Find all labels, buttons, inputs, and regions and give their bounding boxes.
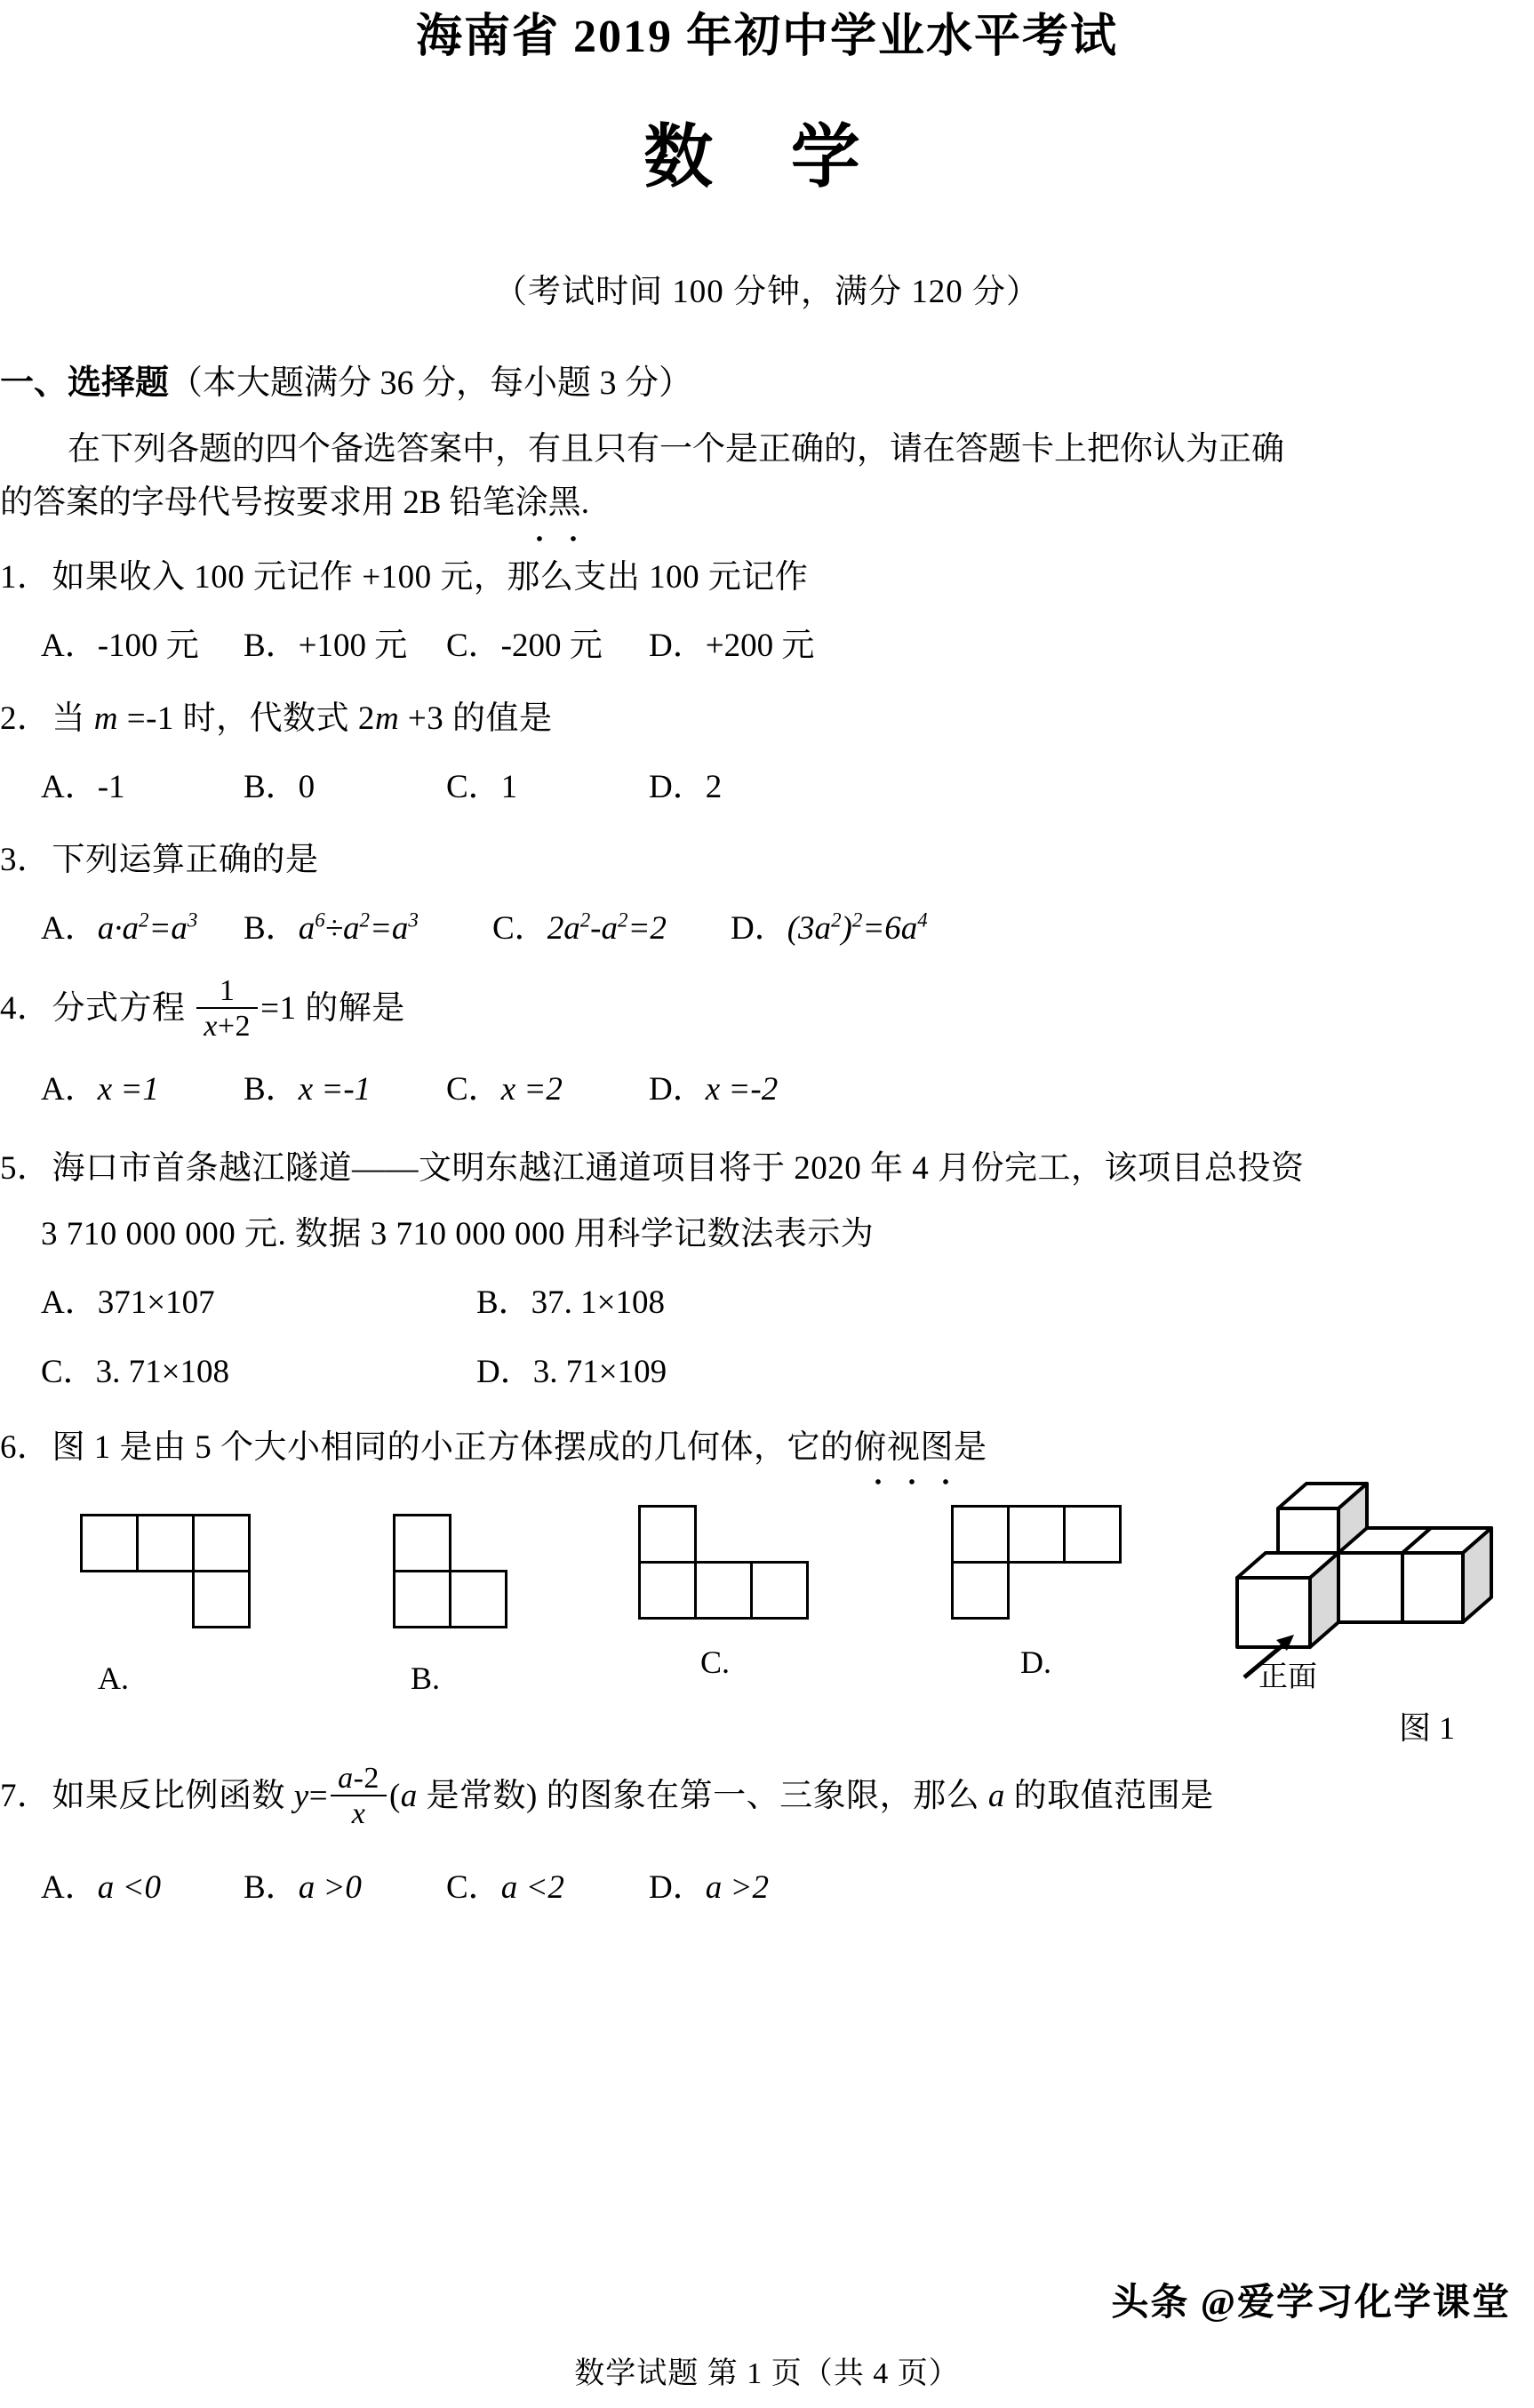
- question-5: [0, 1144, 1534, 1396]
- grid-cell: [192, 1570, 251, 1628]
- grid-cell: [80, 1514, 139, 1572]
- option-b[interactable]: B．0: [244, 769, 316, 806]
- option-b[interactable]: [244, 1065, 446, 1115]
- option-a[interactable]: [41, 904, 244, 954]
- option-a-label: A．: [41, 1868, 98, 1906]
- section-score-note: （本大题满分 36 分，每小题 3 分）: [169, 364, 693, 403]
- option-c[interactable]: [446, 1863, 649, 1913]
- page-footer: 数学试题 第 1 页（共 4 页）: [574, 2357, 960, 2390]
- subject-title: 数 学: [643, 117, 891, 196]
- option-a-label: A．: [41, 1070, 98, 1108]
- question-7-stem: [0, 1761, 1534, 1833]
- numerator-var-a: a: [338, 1761, 354, 1795]
- option-c[interactable]: [492, 904, 731, 954]
- shape-grid-b: [393, 1514, 510, 1631]
- section-instruction: [0, 423, 1534, 530]
- grid-cell: [136, 1514, 195, 1572]
- numerator-rest: -2: [353, 1761, 380, 1795]
- option-b-label: B．: [244, 1868, 299, 1906]
- grid-cell: [750, 1561, 809, 1620]
- question-7-pre: 如果反比例函数: [52, 1777, 294, 1814]
- grid-cell: [638, 1505, 697, 1564]
- exam-meta: （考试时间 100 分钟，满分 120 分）: [494, 274, 1040, 311]
- grid-cell: [393, 1570, 451, 1628]
- option-a-expr: $a\cdot a^2=a^3$: [97, 909, 198, 948]
- option-c-label: C.: [700, 1644, 731, 1680]
- option-c[interactable]: [446, 1065, 649, 1115]
- shape-grid-a: [80, 1514, 256, 1631]
- question-5-stem-line-2: [0, 1210, 1534, 1260]
- watermark: 头条 @爱学习化学课堂: [1111, 2283, 1511, 2324]
- question-2-options: [0, 763, 1534, 812]
- question-2-number: 2．: [0, 700, 51, 737]
- option-a[interactable]: A．-100 元: [41, 628, 199, 665]
- question-7-options: [0, 1863, 1534, 1913]
- question-2-stem: [0, 694, 1534, 744]
- shape-grid-c: [638, 1505, 814, 1622]
- grid-cell: [192, 1514, 251, 1572]
- option-b-figure[interactable]: [393, 1514, 510, 1696]
- option-d-value: x =-2: [705, 1070, 779, 1108]
- fraction-denominator: x: [331, 1795, 387, 1831]
- option-d-label: D．: [731, 910, 787, 948]
- option-a-label: A.: [98, 1660, 129, 1696]
- option-d-label: D．: [649, 1070, 706, 1108]
- question-2-mid: =-1 时，代数式 2: [117, 700, 375, 737]
- question-3-stem: [0, 836, 1534, 885]
- grid-cell: [449, 1570, 507, 1628]
- question-6-number: 6．: [0, 1429, 51, 1467]
- option-b-label: B．: [244, 910, 299, 948]
- section-name: 选择题: [68, 364, 170, 403]
- option-c-label: C．: [492, 910, 547, 948]
- option-d[interactable]: D．3. 71×109: [476, 1353, 667, 1390]
- question-5-text-2: 3 710 000 000 元. 数据 3 710 000 000 用科学记数法表示为: [41, 1215, 875, 1252]
- option-c[interactable]: C．1: [446, 769, 518, 806]
- question-3-options: [0, 904, 1534, 954]
- fraction-a-minus-2-over-x: [331, 1763, 387, 1831]
- option-c-value: a <2: [500, 1868, 564, 1906]
- question-1: [0, 553, 1534, 671]
- question-7-var-y: y: [293, 1777, 309, 1814]
- section-heading: [0, 355, 1534, 404]
- option-d-figure[interactable]: [951, 1505, 1127, 1680]
- option-b-label: B．: [244, 1070, 299, 1108]
- fraction-one-over-x-plus-two: [196, 975, 258, 1044]
- option-d-label: D.: [1020, 1644, 1051, 1680]
- question-7-var-a-2: a: [987, 1777, 1005, 1814]
- grid-cell: [694, 1561, 753, 1620]
- fraction-denominator: [196, 1007, 258, 1044]
- option-a[interactable]: A．-1: [41, 769, 125, 806]
- option-a-value: a <0: [97, 1868, 161, 1906]
- question-6-post: 是: [954, 1429, 987, 1467]
- question-2-var-m: m: [93, 700, 118, 737]
- option-a-figure[interactable]: [80, 1514, 256, 1696]
- section-number: 一、: [0, 364, 68, 403]
- option-c-figure[interactable]: [638, 1505, 814, 1680]
- option-b[interactable]: [244, 1863, 446, 1913]
- shape-grid-d: [951, 1505, 1127, 1622]
- fraction-numerator: 1: [219, 973, 236, 1007]
- option-b-expr: $a^6\div a^2=a^3$: [298, 909, 419, 948]
- figure-1-caption: 图 1: [1399, 1709, 1456, 1746]
- option-a-label: A．: [41, 910, 98, 948]
- question-7-number: 7．: [0, 1777, 51, 1814]
- option-b-value: a >0: [298, 1868, 362, 1906]
- option-a-value: x =1: [97, 1070, 159, 1108]
- option-b[interactable]: B．+100 元: [244, 628, 408, 665]
- fraction-numerator: [331, 1763, 387, 1795]
- grid-cell: [1063, 1505, 1122, 1564]
- question-2-post: +3 的值是: [399, 700, 553, 737]
- grid-cell: [951, 1561, 1010, 1620]
- question-2: [0, 694, 1534, 812]
- question-1-stem: [0, 553, 1534, 603]
- option-d[interactable]: [649, 1863, 851, 1913]
- grid-cell: [393, 1514, 451, 1572]
- option-c[interactable]: C．-200 元: [446, 628, 603, 665]
- denominator-var-x: x: [204, 1009, 218, 1043]
- option-a[interactable]: [41, 1065, 244, 1115]
- grid-cell: [951, 1505, 1010, 1564]
- option-d-label: D．: [649, 1868, 706, 1906]
- exam-title: 海南省 2019 年初中学业水平考试: [415, 12, 1118, 62]
- option-d-value: a >2: [705, 1868, 769, 1906]
- figure-1-isometric-solid: [1225, 1444, 1518, 1756]
- question-4-post: =1 的解是: [260, 989, 405, 1027]
- option-a[interactable]: [41, 1863, 244, 1913]
- grid-cell: [1007, 1505, 1066, 1564]
- question-5-options-row-1: [0, 1278, 1534, 1328]
- question-5-text-1: 海口市首条越江隧道——文明东越江通道项目将于 2020 年 4 月份完工，该项目总投资: [52, 1150, 1305, 1188]
- option-c-label: C．: [446, 1868, 501, 1906]
- grid-cell: [638, 1561, 697, 1620]
- question-1-number: 1．: [0, 558, 51, 596]
- question-1-options: [0, 621, 1534, 671]
- question-4-number: 4．: [0, 989, 51, 1027]
- option-c-value: x =2: [500, 1070, 563, 1108]
- question-5-options-row-2: [0, 1348, 1534, 1397]
- question-7-var-a-1: a: [400, 1777, 418, 1814]
- option-d[interactable]: [731, 904, 997, 954]
- question-4-pre: 分式方程: [52, 989, 195, 1027]
- option-b-label: B.: [411, 1660, 441, 1696]
- option-b[interactable]: B．37. 1×108: [476, 1284, 666, 1322]
- question-3-number: 3．: [0, 841, 51, 878]
- question-3: [0, 836, 1534, 954]
- option-d-expr: $(3a^2)^2=6a^4$: [787, 909, 928, 948]
- question-7-post: 的取值范围是: [1004, 1777, 1214, 1814]
- question-4-options: [0, 1065, 1534, 1115]
- instruction-line-2: 的答案的字母代号按要求用 2B 铅笔: [0, 484, 515, 522]
- question-6-pre: 图 1 是由 5 个大小相同的小正方体摆成的几何体，它的: [52, 1429, 854, 1467]
- question-7-paren-open: (: [388, 1777, 401, 1814]
- option-d[interactable]: D．2: [649, 769, 723, 806]
- option-b[interactable]: [244, 904, 492, 954]
- denominator-rest: +2: [217, 1009, 252, 1043]
- question-7-mid-rest: 是常数) 的图象在第一、三象限，那么: [417, 1777, 988, 1814]
- front-face-label: 正面: [1258, 1660, 1317, 1693]
- option-d[interactable]: D．+200 元: [649, 628, 815, 665]
- instruction-line-1: 在下列各题的四个备选答案中，有且只有一个是正确的，请在答题卡上把你认为正确: [68, 431, 1284, 468]
- option-c[interactable]: C．3. 71×108: [41, 1353, 230, 1390]
- question-5-stem-line-1: [0, 1144, 1534, 1194]
- option-b-value: x =-1: [298, 1070, 372, 1108]
- question-1-text: 如果收入 100 元记作 +100 元，那么支出 100 元记作: [52, 558, 809, 596]
- question-6-emphasis: 俯视图: [854, 1423, 955, 1473]
- question-3-text: 下列运算正确的是: [52, 841, 319, 878]
- option-a[interactable]: A．371×107: [41, 1284, 215, 1322]
- instruction-emphasis: 涂黑: [515, 476, 581, 530]
- question-5-number: 5．: [0, 1150, 51, 1188]
- question-4-stem: [0, 973, 1534, 1045]
- option-c-label: C．: [446, 1070, 501, 1108]
- question-2-pre: 当: [52, 700, 94, 737]
- option-c-expr: $2a^2-a^2=2$: [547, 909, 667, 948]
- question-7-equals: =: [308, 1777, 329, 1814]
- option-d[interactable]: [649, 1065, 851, 1115]
- question-6: [0, 1423, 1534, 1746]
- instruction-period: .: [580, 484, 589, 522]
- question-2-var-m2: m: [374, 700, 400, 737]
- question-7: [0, 1761, 1534, 1912]
- question-4: [0, 973, 1534, 1114]
- question-6-answer-figures: [0, 1484, 1534, 1746]
